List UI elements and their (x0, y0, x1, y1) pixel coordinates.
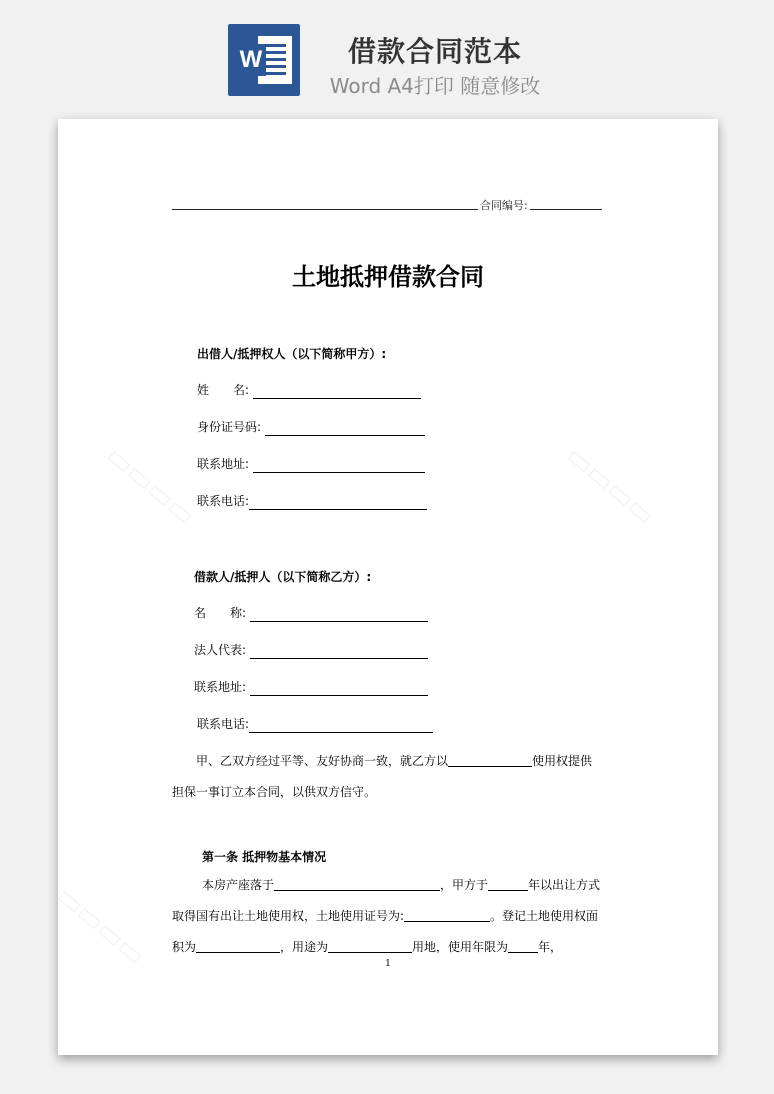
party-b-legal-rep-field[interactable]: 法人代表: (194, 641, 428, 659)
party-a-phone-field[interactable]: 联系电话: (197, 492, 427, 510)
intro-paragraph: 甲、乙双方经过平等、友好协商一致，就乙方以 使用权提供担保一事订立本合同，以供双方信守。 (172, 754, 593, 799)
usage-blank[interactable] (328, 938, 412, 953)
header-rule (172, 209, 602, 210)
party-a-address-field[interactable]: 联系地址: (197, 455, 425, 473)
property-location-blank[interactable] (274, 876, 440, 891)
area-blank[interactable] (196, 938, 280, 953)
party-b-name-field[interactable]: 名 称: (194, 604, 428, 622)
party-a-name-field[interactable]: 姓 名: (197, 381, 421, 399)
document-title: 土地抵押借款合同 (292, 263, 484, 291)
party-a-heading: 出借人/抵押权人（以下简称甲方）: (197, 347, 387, 361)
article-1-paragraph: 本房产座落于 ，甲方于 年以出让方式取得国有出让土地使用权，土地使用证号为: 。登记土地使用权面积为 ，用途为 用地，使用年限为 年， (172, 878, 601, 954)
party-b-address-field[interactable]: 联系地址: (194, 678, 428, 696)
year-blank[interactable] (488, 876, 528, 891)
collateral-blank[interactable] (448, 752, 532, 767)
banner (0, 0, 774, 110)
contract-number-label: 合同编号: (480, 199, 528, 212)
banner-title: 借款合同范本 (347, 35, 522, 68)
party-b-phone-field[interactable]: 联系电话: (197, 715, 433, 733)
document-page (58, 119, 718, 1055)
party-a-id-field[interactable]: 身份证号码: (197, 418, 425, 436)
word-icon (228, 24, 300, 96)
land-certificate-blank[interactable] (404, 907, 490, 922)
banner-subtitle: Word A4打印 随意修改 (329, 74, 541, 98)
word-letter: W (236, 44, 266, 76)
watermark (560, 439, 662, 532)
party-b-heading: 借款人/抵押人（以下简称乙方）: (194, 570, 372, 584)
page-number: 1 (385, 959, 391, 969)
article-1-heading: 第一条 抵押物基本情况 (202, 850, 327, 864)
term-years-blank[interactable] (508, 938, 538, 953)
watermark (100, 439, 202, 532)
